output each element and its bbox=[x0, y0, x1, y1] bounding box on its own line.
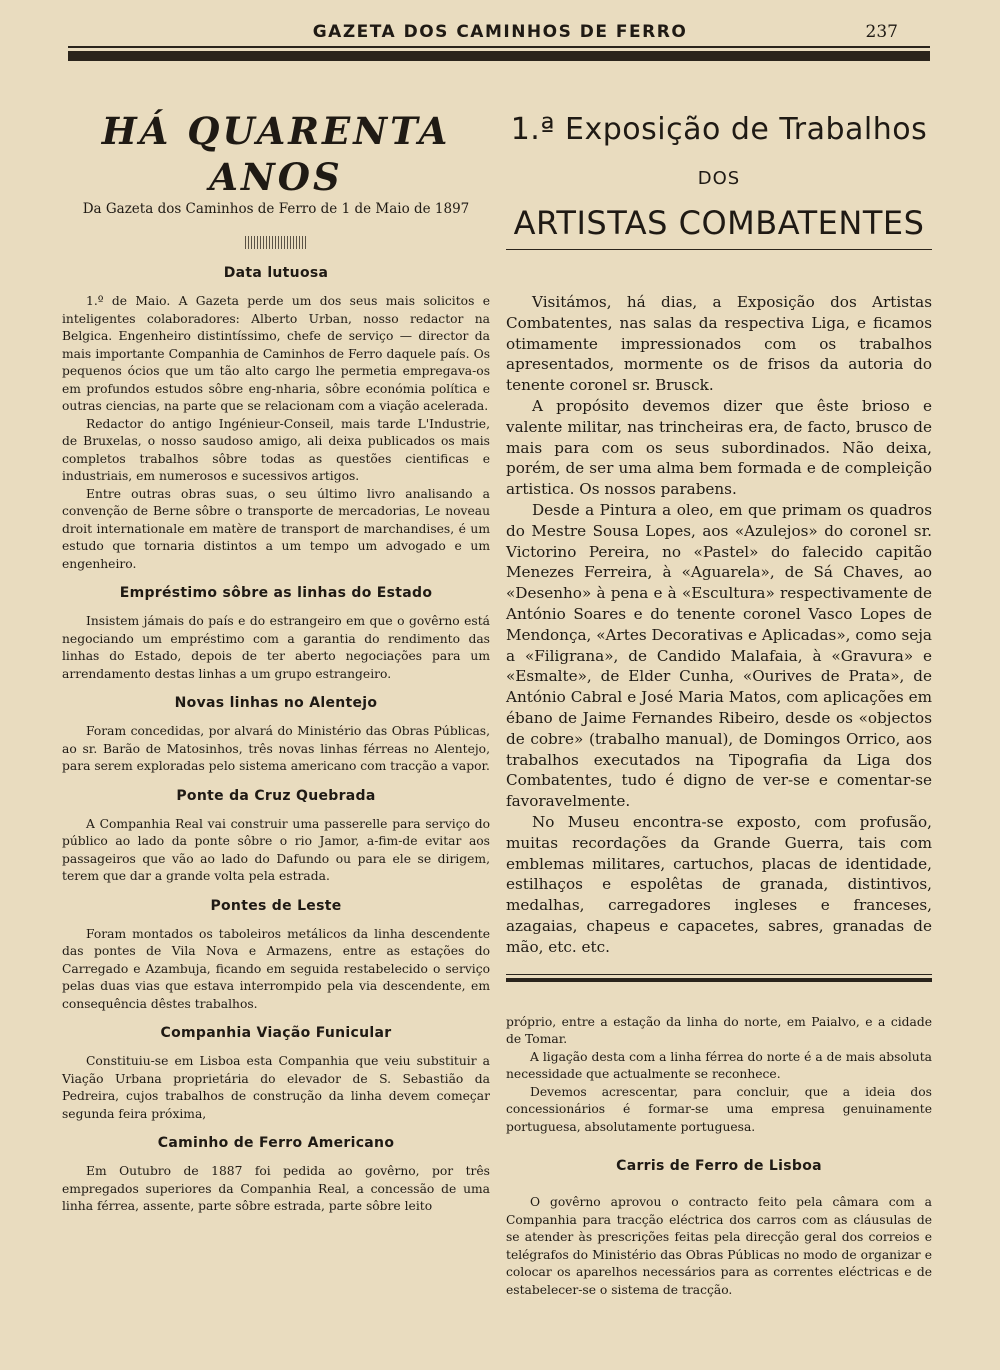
paragraph: Entre outras obras suas, o seu último livro analisando a convenção de Berne sôbre o transporte de mercadorias, Le noveau droit internationale em matère de transport de marchandises, é um estudo que tornaria distintos a um tempo um advogado e um engenheiro. bbox=[62, 486, 490, 571]
section-heading: Companhia Viação Funicular bbox=[160, 1025, 392, 1041]
continuation-block bbox=[506, 1014, 932, 1300]
section-novas-linhas bbox=[62, 695, 490, 776]
paragraph: 1.º de Maio. A Gazeta perde um dos seus mais solicitos e inteligentes colaboradores: Alberto Urban, nosso redactor na Belgica. Engenheiro distintíssimo, chefe de serviço — director da mais importante Companhia de Caminhos de Ferro daquele país. Os pequenos ócios que um tão alto cargo lhe permetia empregava-os em profundos estudos sôbre eng-nharia, sôbre económia política e outras ciencias, na parte que se relacionam com a viação acelerada. bbox=[62, 294, 490, 413]
running-head bbox=[70, 22, 930, 46]
article-separator bbox=[506, 974, 932, 982]
paragraph: A Companhia Real vai construir uma passerelle para serviço do público ao lado da ponte sôbre o rio Jamor, a-fim-de evitar aos passageiros que vão ao lado do Dafundo ou para ele se dirigem, terem que dar a grande volta pela estrada. bbox=[62, 816, 490, 883]
title-rule bbox=[506, 249, 932, 250]
ornament-divider bbox=[245, 236, 307, 249]
page-number: 237 bbox=[865, 22, 898, 42]
section-emprestimo bbox=[62, 585, 490, 683]
section-ponte-cruz-quebrada bbox=[62, 788, 490, 886]
paragraph: Visitámos, há dias, a Exposição dos Artistas Combatentes, nas salas da respectiva Liga, e ficamos otimamente impressionados com os trabalhos apresentados, mormente os de frisos da autoria do tenente coronel sr. Brusck. bbox=[506, 293, 932, 395]
exposition-title: 1.ª Exposição de Trabalhos bbox=[510, 112, 928, 147]
header-rule-thick bbox=[68, 51, 930, 61]
separator-rule-thin bbox=[506, 974, 932, 975]
section-heading: Pontes de Leste bbox=[210, 897, 342, 914]
paragraph: A ligação desta com a linha férrea do norte é a de mais absoluta necessidade que actualmente se reconhece. bbox=[506, 1049, 932, 1081]
paragraph: Devemos acrescentar, para concluir, que a ideia dos concessionários é formar-se uma empresa genuinamente portuguesa, absolutamente portuguesa. bbox=[506, 1084, 932, 1134]
exposition-article bbox=[506, 292, 932, 958]
section-data-lutuosa bbox=[62, 265, 490, 573]
section-viacao-funicular bbox=[62, 1025, 490, 1123]
exposition-title-artistas: ARTISTAS COMBATENTES bbox=[513, 204, 925, 242]
paragraph: Em Outubro de 1887 foi pedida ao govêrno, por três empregados superiores da Companhia Real, a concessão de uma linha férrea, assente, parte sôbre estrada, parte sôbre leito bbox=[62, 1164, 490, 1213]
paragraph: Constituiu-se em Lisboa esta Companhia que veiu substituir a Viação Urbana proprietária do elevador de S. Sebastião da Pedreira, cujos trabalhos de construção da linha devem começar segunda feira próxima, bbox=[62, 1054, 490, 1121]
exposition-title-dos: DOS bbox=[697, 168, 741, 189]
header-rule-thin bbox=[68, 46, 930, 48]
section-heading-carris: Carris de Ferro de Lisboa bbox=[616, 1158, 822, 1174]
paragraph: A propósito devemos dizer que êste brioso e valente militar, nas trincheiras era, de facto, brusco de mais para com os seus subordinados. Não deixa, porém, de ser uma alma bem formada e de compleição artistica. Os nossos parabens. bbox=[506, 396, 932, 499]
section-heading: Data lutuosa bbox=[223, 265, 329, 281]
left-column bbox=[62, 104, 490, 1216]
paragraph: Foram concedidas, por alvará do Ministério das Obras Públicas, ao sr. Barão de Matosinhos, três novas linhas férreas no Alentejo, para serem exploradas pelo sistema americano com tracção a vapor. bbox=[62, 724, 490, 773]
section-heading: Ponte da Cruz Quebrada bbox=[176, 787, 376, 804]
paragraph: Foram montados os taboleiros metálicos da linha descendente das pontes de Vila Nova e Armazens, entre as estações do Carregado e Azambuja, ficando em seguida restabelecido o serviço pelas duas vias que estava interrompido pela via descendente, em consequência dêstes trabalhos. bbox=[62, 926, 490, 1011]
separator-rule-thick bbox=[506, 978, 932, 982]
paragraph: Insistem jámais do país e do estrangeiro em que o govêrno está negociando um empréstimo com a garantia do rendimento das linhas do Estado, depois de ter aberto negociações para um arrendamento destas linhas a um grupo estrangeiro. bbox=[62, 614, 490, 681]
left-title: HÁ QUARENTA ANOS bbox=[101, 109, 451, 199]
section-heading: Caminho de Ferro Americano bbox=[157, 1135, 395, 1151]
section-heading: Empréstimo sôbre as linhas do Estado bbox=[119, 585, 433, 601]
journal-name: GAZETA DOS CAMINHOS DE FERRO bbox=[312, 22, 688, 42]
paragraph: O govêrno aprovou o contracto feito pela câmara com a Companhia para tracção eléctrica dos carros com as cláusulas de se atender às prescrições feitas pela direcção geral dos correios e telégrafos do Ministério das Obras Públicas no modo de organizar e colocar os aparelhos necessários para as correntes eléctricas e de estabelecer-se o sistema de tracção. bbox=[506, 1195, 932, 1297]
section-caminho-ferro-americano bbox=[62, 1135, 490, 1216]
section-pontes-leste bbox=[62, 898, 490, 1014]
paragraph: Desde a Pintura a oleo, em que primam os quadros do Mestre Sousa Lopes, aos «Azulejos» do coronel sr. Victorino Pereira, no «Pastel» do falecido capitão Menezes Ferreira, à «Aguarela», de Sá Chaves, ao «Desenho» à pena e à «Escultura» respectivamente de António Soares e do tenente coronel Vasco Lopes de Mendonça, «Artes Decorativas e Aplicadas», como seja a «Filigrana», de Candido Malafaia, à «Gravura» e «Esmalte», de Elder Cunha, «Ourives de Prata», de António Cabral e José Maria Matos, com aplicações em ébano de Jaime Fernandes Ribeiro, desde os «objectos de cobre» (trabalho manual), de Domingos Orrico, aos trabalhos executados na Tipografia da Liga dos Combatentes, tudo é digno de ver-se e comentar-se favoravelmente. bbox=[506, 500, 932, 811]
paragraph: próprio, entre a estação da linha do norte, em Paialvo, e a cidade de Tomar. bbox=[506, 1014, 932, 1046]
paragraph: No Museu encontra-se exposto, com profusão, muitas recordações da Grande Guerra, tais com emblemas militares, cartuchos, placas de identidade, estilhaços e espolêtas de granada, distintivos, medalhas, carregadores ingleses e franceses, azagaias, chapeus e capacetes, sabres, granadas de mão, etc. etc. bbox=[506, 812, 932, 956]
paragraph: Redactor do antigo Ingénieur-Conseil, mais tarde L'Industrie, de Bruxelas, o nosso saudoso amigo, ali deixa publicados os mais completos trabalhos sôbre todas as questões cientificas e industriais, em numerosos e sucessivos artigos. bbox=[62, 416, 490, 483]
right-column bbox=[506, 104, 932, 1299]
section-heading: Novas linhas no Alentejo bbox=[174, 695, 378, 711]
left-subtitle: Da Gazeta dos Caminhos de Ferro de 1 de Maio de 1897 bbox=[82, 201, 470, 217]
